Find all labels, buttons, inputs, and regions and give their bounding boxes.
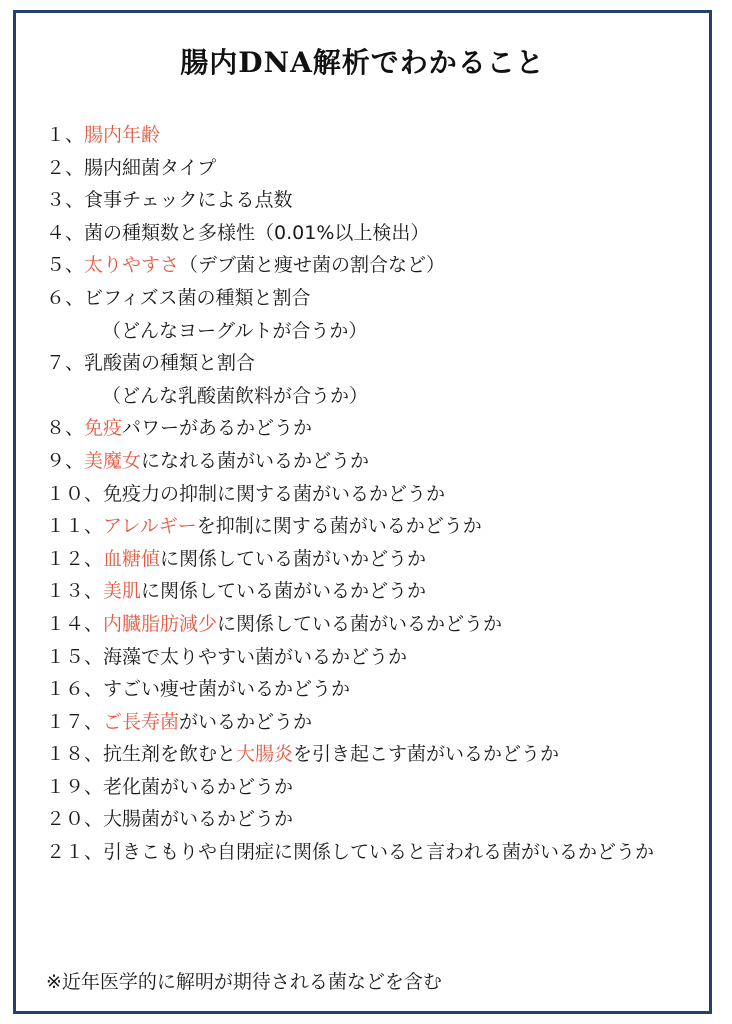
item-number: １７、	[46, 710, 104, 733]
item-number: １、	[46, 124, 85, 146]
item-number: ６、	[46, 286, 85, 309]
item-number: ２０、	[46, 808, 104, 831]
item-number: ２、	[46, 156, 85, 179]
item-highlight: 免疫	[84, 417, 123, 440]
item-text: ビフィズス菌の種類と割合	[84, 286, 311, 309]
list-item	[46, 445, 706, 478]
page-title: 腸内DNA解析でわかること	[180, 46, 545, 79]
item-number: １３、	[46, 580, 104, 603]
list-item	[46, 771, 706, 804]
list-item	[46, 543, 706, 576]
item-number: １１、	[46, 515, 104, 538]
item-number: １８、	[46, 743, 104, 766]
list-item-subnote: （どんな乳酸菌飲料が合うか）	[102, 384, 369, 407]
item-highlight: 美肌	[103, 580, 142, 603]
footnote: ※近年医学的に解明が期待される菌などを含む	[46, 971, 442, 993]
item-text: パワーがあるかどうか	[122, 417, 313, 440]
item-highlight: 太りやすさ	[84, 254, 180, 277]
item-highlight: 血糖値	[103, 547, 161, 570]
item-text: を抑制に関する菌がいるかどうか	[196, 515, 482, 538]
item-number: １５、	[46, 645, 104, 668]
item-text: 大腸菌がいるかどうか	[103, 808, 294, 831]
list-item	[46, 608, 706, 641]
item-text: に関係している菌がいるかどうか	[217, 612, 503, 635]
item-text: を引き起こす菌がいるかどうか	[293, 743, 560, 766]
item-text: 食事チェックによる点数	[84, 189, 293, 212]
item-number: ７、	[46, 352, 85, 375]
item-text: に関係している菌がいるかどうか	[141, 580, 427, 603]
item-number: １２、	[46, 547, 104, 570]
item-highlight: ご長寿菌	[103, 710, 180, 733]
item-number: ４、	[46, 221, 85, 244]
item-text: 老化菌がいるかどうか	[103, 775, 294, 798]
analysis-item-list	[46, 119, 706, 869]
item-highlight: 美魔女	[84, 449, 142, 472]
list-item	[46, 478, 706, 511]
item-number: １０、	[46, 482, 104, 505]
item-number: １６、	[46, 678, 104, 701]
list-item	[46, 152, 706, 185]
list-item	[46, 217, 706, 250]
list-item	[46, 803, 706, 836]
item-text: 菌の種類数と多様性（0.01%以上検出）	[84, 221, 430, 244]
item-number: ９、	[46, 449, 85, 472]
list-item	[46, 738, 706, 771]
list-item	[46, 347, 706, 380]
item-text: 引きこもりや自閉症に関係していると言われる菌がいるかどうか	[103, 841, 655, 864]
item-number: １４、	[46, 612, 104, 635]
item-number: ８、	[46, 417, 85, 440]
list-item	[46, 249, 706, 282]
item-text-before: 抗生剤を飲むと	[103, 743, 237, 766]
item-text: がいるかどうか	[179, 710, 313, 733]
list-item	[46, 706, 706, 739]
item-text: （デブ菌と痩せ菌の割合など）	[179, 254, 446, 277]
item-highlight: アレルギー	[103, 515, 197, 538]
item-highlight: 内臓脂肪減少	[103, 612, 218, 635]
item-number: ２１、	[46, 841, 104, 864]
item-text: に関係している菌がいかどうか	[160, 547, 427, 570]
list-item	[46, 184, 706, 217]
item-highlight: 腸内年齢	[84, 124, 161, 146]
list-item	[46, 575, 706, 608]
list-item	[46, 119, 706, 152]
item-highlight: 大腸炎	[236, 743, 294, 766]
item-text: になれる菌がいるかどうか	[141, 449, 370, 472]
list-item	[46, 673, 706, 706]
list-item	[46, 412, 706, 445]
list-item-subnote: （どんなヨーグルトが合うか）	[102, 319, 368, 342]
list-item	[46, 641, 706, 674]
item-text: 腸内細菌タイプ	[84, 156, 217, 179]
list-item	[46, 510, 706, 543]
item-text: すごい痩せ菌がいるかどうか	[103, 678, 351, 701]
item-number: ３、	[46, 189, 85, 212]
item-number: １９、	[46, 775, 104, 798]
list-item	[46, 282, 706, 315]
item-text: 海藻で太りやすい菌がいるかどうか	[103, 645, 408, 668]
list-item	[46, 836, 706, 869]
document-frame	[13, 10, 712, 1014]
item-number: ５、	[46, 254, 85, 277]
item-text: 免疫力の抑制に関する菌がいるかどうか	[103, 482, 446, 505]
item-text: 乳酸菌の種類と割合	[84, 352, 256, 375]
